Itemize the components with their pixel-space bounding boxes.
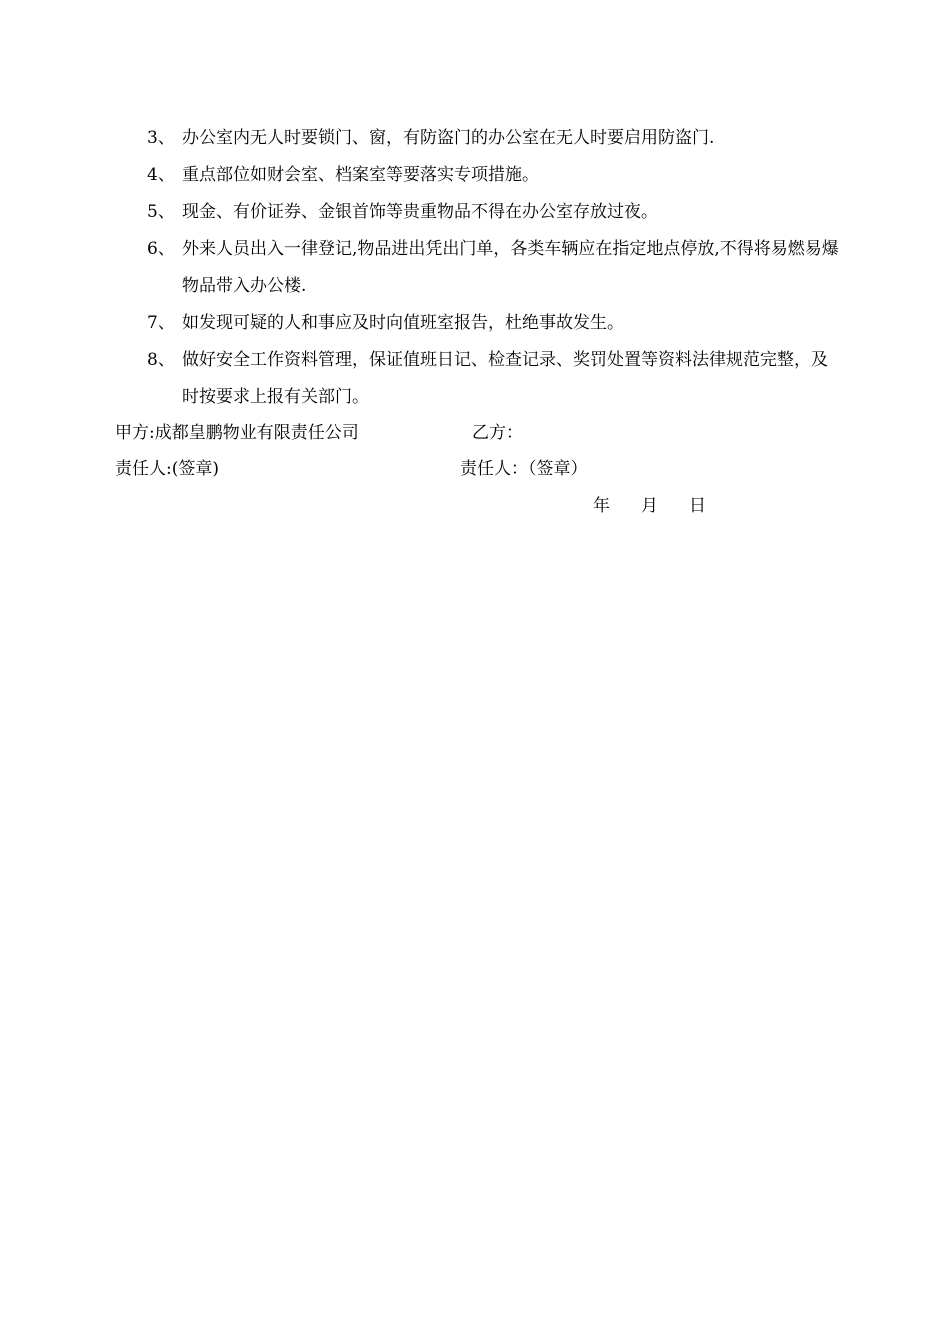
party-b-responsible: 责任人：（签章） <box>460 459 588 479</box>
item-text: 做好安全工作资料管理，保证值班日记、检查记录、奖罚处置等资料法律规范完整，及时按要求上报有关部门。 <box>182 350 828 407</box>
item-number: 3、 <box>147 128 175 148</box>
item-text: 外来人员出入一律登记,物品进出凭出门单，各类车辆应在指定地点停放,不得将易燃易爆物品带入办公楼. <box>182 239 839 296</box>
party-a-label: 甲方:成都皇鹏物业有限责任公司 <box>115 423 359 443</box>
item-number: 7、 <box>147 313 175 333</box>
list-item <box>0 120 950 157</box>
item-text: 如发现可疑的人和事应及时向值班室报告，杜绝事故发生。 <box>182 313 624 333</box>
party-a-responsible: 责任人:(签章) <box>115 459 219 479</box>
list-item <box>0 231 950 305</box>
date-day: 日 <box>689 496 706 516</box>
item-number: 6、 <box>147 239 175 259</box>
item-number: 4、 <box>147 165 175 185</box>
item-number: 5、 <box>147 202 175 222</box>
list-item <box>0 305 950 342</box>
date-year: 年 <box>593 496 610 516</box>
list-item <box>0 194 950 231</box>
date-month: 月 <box>641 496 658 516</box>
rules-list <box>0 120 950 416</box>
party-b-label: 乙方： <box>472 423 523 443</box>
list-item <box>0 157 950 194</box>
list-item <box>0 342 950 416</box>
item-text: 办公室内无人时要锁门、窗，有防盗门的办公室在无人时要启用防盗门. <box>182 128 715 148</box>
item-text: 重点部位如财会室、档案室等要落实专项措施。 <box>182 165 539 185</box>
item-text: 现金、有价证券、金银首饰等贵重物品不得在办公室存放过夜。 <box>182 202 658 222</box>
item-number: 8、 <box>147 350 175 370</box>
